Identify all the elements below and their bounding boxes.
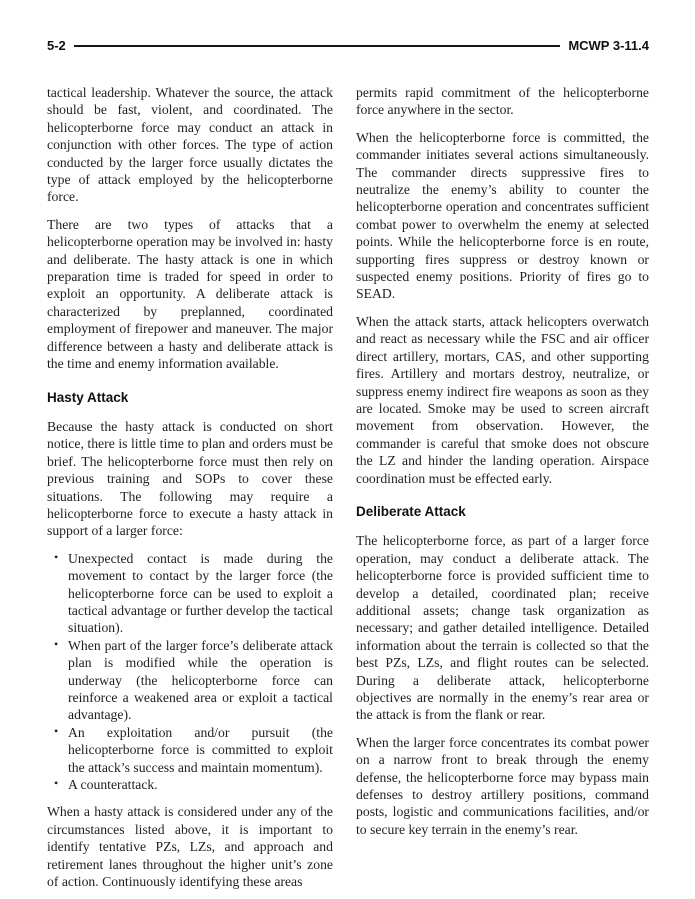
bullet-item-text: A counterattack. [68, 777, 158, 793]
paragraph: permits rapid commitment of the helicopterborne force anywhere in the sector. [356, 85, 649, 118]
section-heading-deliberate-attack: Deliberate Attack [356, 503, 466, 519]
bullet-item [47, 776, 333, 793]
paragraph: When a hasty attack is considered under any of the circumstances listed above, it is important to identify tentative PZs, LZs, and approach and retirement lanes throughout the higher unit’s zone of action. Continuously identifying these areas [47, 804, 333, 890]
paragraph: The helicopterborne force, as part of a larger force operation, may conduct a deliberate attack. The helicopterborne force is provided sufficient time to develop a detailed, coordinated plan; receive additional assets; change task organization as necessary; and gather detailed intelligence. Detailed information about the terrain is collected so that the best PZs, LZs, and flight routes can be selected. During a deliberate attack, helicopterborne objectives are normally in the enemy’s rear area or the attack is from the flank or rear. [356, 533, 649, 723]
bullet-icon: • [54, 549, 59, 564]
page-number: 5-2 [47, 38, 66, 53]
paragraph: When the helicopterborne force is committed, the commander initiates several actions simultaneously. The commander directs suppressive fires to neutralize the enemy’s ability to counter the helicopterborne operation and concentrates sufficient combat power to overwhelm the enemy at selected points. While the helicopterborne force is en route, supporting fires suppress or destroy known or suspected enemy positions. Priority of fires go to SEAD. [356, 129, 649, 302]
bullet-item-text: Unexpected contact is made during the movement to contact by the larger force (the helicopterborne force can be used to exploit a tactical advantage or further develop the tactical situation). [68, 550, 333, 636]
paragraph: When the larger force concentrates its combat power on a narrow front to break through the enemy defense, the helicopterborne force may bypass main defenses to destroy artillery positions, command posts, logistic and communications facilities, and/or to secure key terrain in the enemy’s rear. [356, 734, 649, 837]
section-heading-hasty-attack: Hasty Attack [47, 389, 129, 405]
left-column [47, 84, 333, 899]
paragraph: There are two types of attacks that a helicopterborne operation may be involved in: hasty and deliberate. The hasty attack is one in which preparation time is traded for speed in order to exploit an opportunity. A deliberate attack is characterized by preplanned, coordinated employment of firepower and maneuver. The major difference between a hasty and deliberate attack is the time and enemy information available. [47, 216, 333, 372]
bullet-item [47, 550, 333, 637]
right-column [356, 84, 649, 848]
header-rule [74, 45, 561, 47]
bullet-list [47, 550, 333, 794]
bullet-icon: • [54, 776, 59, 791]
bullet-item [47, 724, 333, 776]
paragraph: When the attack starts, attack helicopters overwatch and react as necessary while the FSC and air officer direct artillery, mortars, CAS, and other supporting fires. Artillery and mortars destroy, neutralize, or suppress enemy indirect fire weapons as soon as they are located. Smoke may be used to screen aircraft movement from observation. However, the commander is careful that smoke does not obscure the LZ and hinder the landing operation. Airspace coordination must be effected early. [356, 313, 649, 486]
paragraph: tactical leadership. Whatever the source, the attack should be fast, violent, and coordinated. The helicopterborne force may conduct an attack in conjunction with other forces. The type of action conducted by the larger force usually dictates the type of attack employed by the helicopterborne force. [47, 85, 333, 205]
bullet-icon: • [54, 636, 59, 651]
page-header [47, 38, 649, 53]
bullet-item [47, 637, 333, 724]
bullet-item-text: An exploitation and/or pursuit (the helicopterborne force is committed to exploit the attack’s success and maintain momentum). [68, 724, 333, 775]
bullet-icon: • [54, 723, 59, 738]
bullet-item-text: When part of the larger force’s deliberate attack plan is modified while the operation is underway (the helicopterborne force can reinforce a weakened area or exploit a tactical advantage). [68, 637, 333, 723]
paragraph: Because the hasty attack is conducted on short notice, there is little time to plan and orders must be brief. The helicopterborne force must then rely on previous training and SOPs to cover these situations. The following may require a helicopterborne force to execute a hasty attack in support of a larger force: [47, 418, 333, 539]
doc-reference: MCWP 3-11.4 [568, 38, 649, 53]
